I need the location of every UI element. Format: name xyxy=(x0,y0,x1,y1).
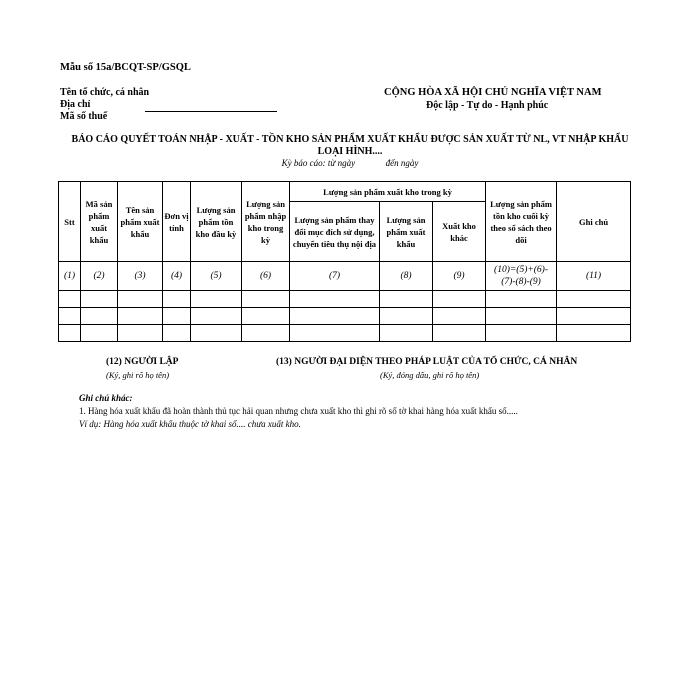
form-code: Mẫu số 15a/BCQT-SP/GSQL xyxy=(60,62,191,73)
preparer-title: (12) NGƯỜI LẬP xyxy=(106,357,179,367)
national-motto: Độc lập - Tự do - Hạnh phúc xyxy=(426,100,549,111)
nation-title: CỘNG HÒA XÃ HỘI CHỦ NGHĨA VIỆT NAM xyxy=(384,87,602,98)
column-number-row xyxy=(59,262,631,291)
representative-note: (Ký, đóng dấu, ghi rõ họ tên) xyxy=(380,370,480,380)
col-number: (4) xyxy=(163,262,191,291)
col-number: (7) xyxy=(290,262,380,291)
header-exports: Lượng sản phẩm xuất khẩu xyxy=(380,202,433,262)
header-stt: Stt xyxy=(59,182,81,262)
header-notes: Ghi chú xyxy=(557,182,631,262)
table-row xyxy=(59,325,631,342)
header-imported: Lượng sản phẩm nhập kho trong kỳ xyxy=(242,182,290,262)
header-unit: Đơn vị tính xyxy=(163,182,191,262)
col-number: (3) xyxy=(118,262,163,291)
header-exported-group: Lượng sản phẩm xuất kho trong kỳ xyxy=(290,182,486,202)
col-number: (10)=(5)+(6)-(7)-(8)-(9) xyxy=(486,262,557,291)
notes-title: Ghi chú khác: xyxy=(79,393,133,403)
report-period xyxy=(0,158,700,168)
note-line-1: 1. Hàng hóa xuất khẩu đã hoàn thành thủ tục hải quan nhưng chưa xuất kho thì ghi rõ số tờ khai hàng hóa xuất khẩu số..... xyxy=(79,406,518,416)
col-number: (8) xyxy=(380,262,433,291)
col-number: (6) xyxy=(242,262,290,291)
preparer-note: (Ký, ghi rõ họ tên) xyxy=(106,370,170,380)
period-from: Kỳ báo cáo: từ ngày xyxy=(281,158,356,168)
report-table xyxy=(58,181,631,342)
header-closing-stock: Lượng sản phẩm tồn kho cuối kỳ theo sổ sách theo dõi xyxy=(486,182,557,262)
note-example: Ví dụ: Hàng hóa xuất khẩu thuộc tờ khai số.... chưa xuất kho. xyxy=(79,419,301,429)
table-row xyxy=(59,291,631,308)
col-number: (11) xyxy=(557,262,631,291)
header-product-code: Mã sản phẩm xuất khẩu xyxy=(81,182,118,262)
header-product-name: Tên sản phẩm xuất khẩu xyxy=(118,182,163,262)
report-title: BÁO CÁO QUYẾT TOÁN NHẬP - XUẤT - TỒN KHO SẢN PHẨM XUẤT KHẨU ĐƯỢC SẢN XUẤT TỪ NL, VT NHẬP KHẨU LOẠI HÌNH.... xyxy=(71,134,629,157)
col-number: (9) xyxy=(433,262,486,291)
col-number: (1) xyxy=(59,262,81,291)
org-name-label: Tên tổ chức, cá nhân xyxy=(60,87,150,98)
table-row xyxy=(59,308,631,325)
header-opening-stock: Lượng sản phẩm tồn kho đầu kỳ xyxy=(191,182,242,262)
header-purpose-change: Lượng sản phẩm thay đổi mục đích sử dụng, chuyển tiêu thụ nội địa xyxy=(290,202,380,262)
period-to: đến ngày xyxy=(385,158,419,168)
address-label: Địa chỉ xyxy=(60,99,91,110)
address-fill-line xyxy=(145,111,277,112)
header-other-exports: Xuất kho khác xyxy=(433,202,486,262)
col-number: (2) xyxy=(81,262,118,291)
representative-title: (13) NGƯỜI ĐẠI DIỆN THEO PHÁP LUẬT CỦA TỔ CHỨC, CÁ NHÂN xyxy=(276,357,578,367)
col-number: (5) xyxy=(191,262,242,291)
tax-code-label: Mã số thuế xyxy=(60,111,108,122)
